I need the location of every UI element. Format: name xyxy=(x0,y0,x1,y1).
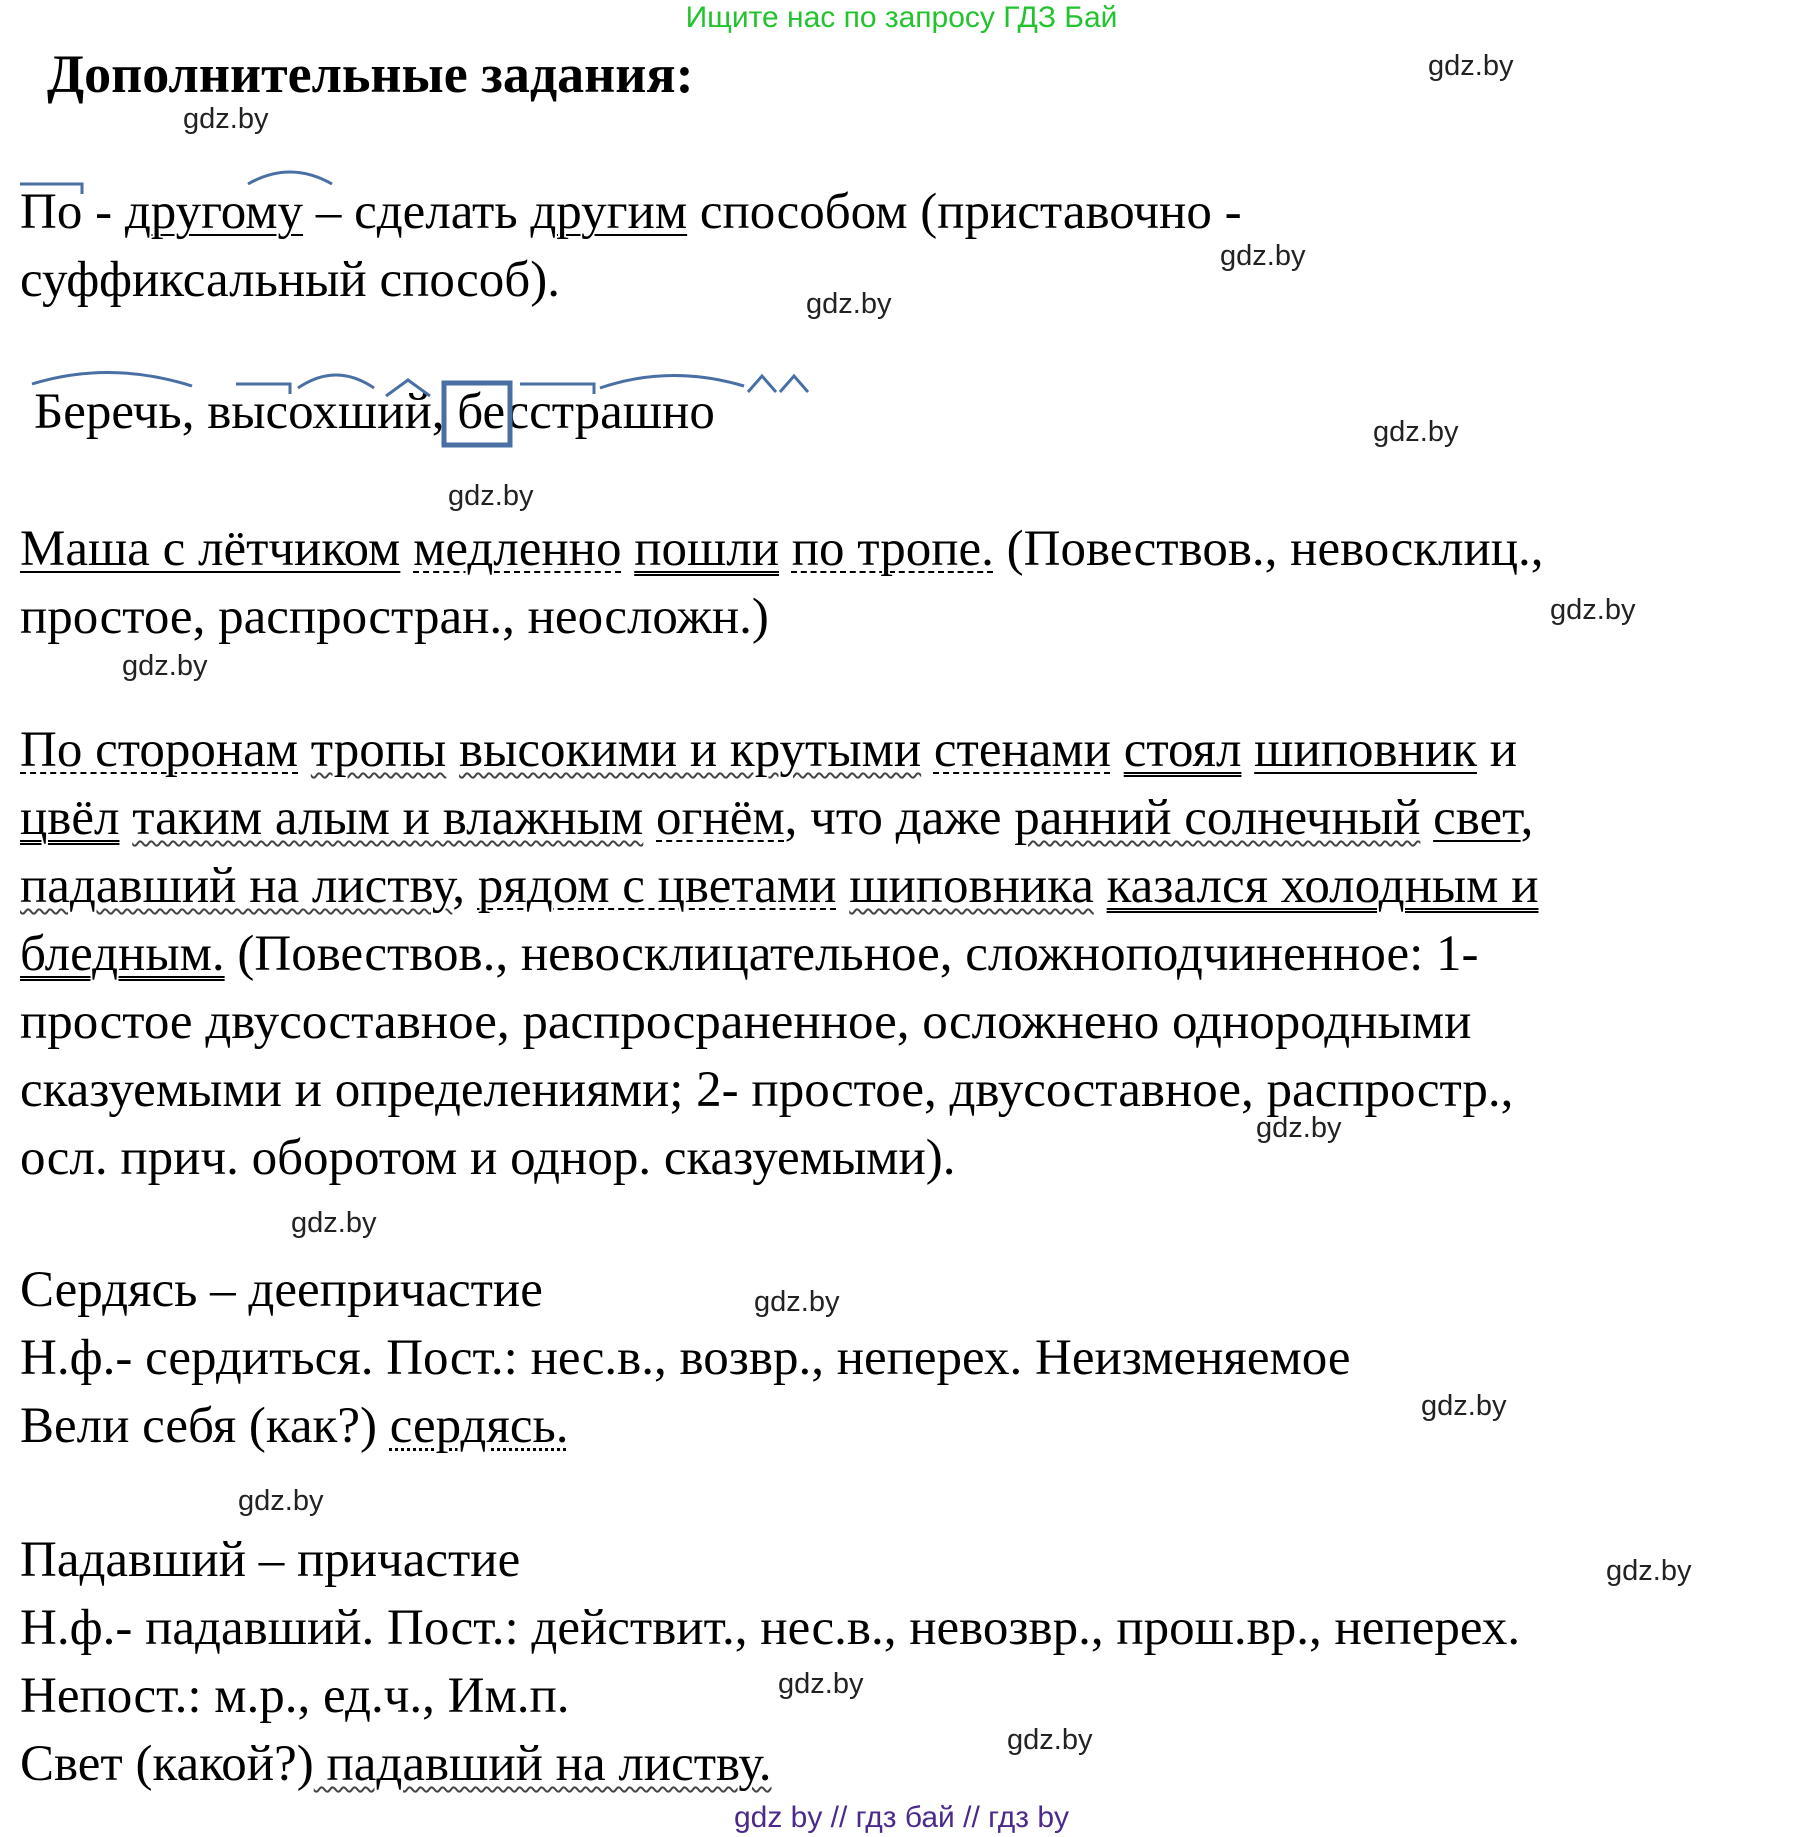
adverbial-word: огнём xyxy=(656,790,785,846)
text-line: простое двусоставное, распросраненное, осложнено однородными xyxy=(20,994,1472,1050)
sentence-analysis-1 xyxy=(20,515,1790,651)
predicate-word: пошли xyxy=(634,521,780,577)
text-fragment: (Повествов., невосклиц., xyxy=(993,521,1544,577)
watermark: gdz.by xyxy=(1550,594,1636,626)
text-fragment: Свет (какой?) xyxy=(20,1736,314,1792)
page-title: Дополнительные задания: xyxy=(47,44,694,104)
root-word: другому xyxy=(124,184,304,240)
text-fragment xyxy=(400,521,413,577)
text-fragment: - xyxy=(82,184,125,240)
text-fragment: Вели себя (как?) xyxy=(20,1398,390,1454)
text-line xyxy=(20,716,1790,784)
watermark: gdz.by xyxy=(1606,1555,1692,1587)
watermark: gdz.by xyxy=(754,1286,840,1318)
word-formation-block xyxy=(20,178,1790,314)
gerund-analysis xyxy=(20,1256,1790,1460)
watermark: gdz.by xyxy=(291,1207,377,1239)
adverbial-word: медленно xyxy=(413,521,622,577)
text-fragment: – сделать xyxy=(303,184,531,240)
predicate-phrase: казался холодным и xyxy=(1106,858,1539,914)
watermark: gdz.by xyxy=(1373,416,1459,448)
watermark: gdz.by xyxy=(806,288,892,320)
text-fragment xyxy=(643,790,656,846)
text-fragment: (Повествов., невосклицательное, сложноподчиненное: 1- xyxy=(224,926,1479,982)
attribute-phrase: высокими и крутыми xyxy=(459,722,922,778)
prefix-word: По xyxy=(20,184,83,240)
text-line: Непост.: м.р., ед.ч., Им.п. xyxy=(20,1668,570,1724)
watermark: gdz.by xyxy=(1428,50,1514,82)
text-fragment xyxy=(298,722,311,778)
predicate-word: стоял xyxy=(1123,722,1242,778)
watermark: gdz.by xyxy=(122,650,208,682)
watermark: gdz.by xyxy=(448,480,534,512)
text-fragment: способом (приставочно - xyxy=(687,184,1242,240)
attribute-word: шиповника xyxy=(849,858,1094,914)
header-ad[interactable]: Ищите нас по запросу ГДЗ Бай xyxy=(685,1,1118,34)
text-line: Падавший – причастие xyxy=(20,1532,521,1588)
text-line: Н.ф.- падавший. Пост.: действит., нес.в., невозвр., прош.вр., неперех. xyxy=(20,1600,1521,1656)
adverbial-phrase: по тропе. xyxy=(791,521,994,577)
text-line xyxy=(20,1730,1790,1798)
text-fragment xyxy=(621,521,634,577)
participial-phrase: падавший на листву xyxy=(20,858,453,914)
adverbial-phrase: По сторонам xyxy=(20,722,299,778)
text-fragment: , xyxy=(1520,790,1534,846)
text-line xyxy=(20,920,1790,988)
text-fragment xyxy=(779,521,792,577)
text-fragment xyxy=(921,722,934,778)
morpheme-block xyxy=(34,378,1803,446)
participle-analysis xyxy=(20,1526,1790,1798)
participial-phrase: падавший на листву. xyxy=(313,1736,772,1792)
watermark: gdz.by xyxy=(238,1485,324,1517)
text-fragment xyxy=(446,722,459,778)
text-line xyxy=(20,784,1790,852)
watermark: gdz.by xyxy=(1421,1390,1507,1422)
text-fragment: , что даже xyxy=(784,790,1015,846)
watermark: gdz.by xyxy=(1007,1724,1093,1756)
watermark: gdz.by xyxy=(183,103,269,135)
text-line: суффиксальный способ). xyxy=(20,252,560,308)
adverbial-phrase: рядом с цветами xyxy=(477,858,837,914)
text-line xyxy=(20,515,1790,583)
text-line: сказуемыми и определениями; 2- простое, двусоставное, распростр., xyxy=(20,1062,1514,1118)
subject-phrase: Маша с лётчиком xyxy=(20,521,401,577)
attribute-word: тропы xyxy=(310,722,447,778)
text-line xyxy=(20,852,1790,920)
text-fragment: и xyxy=(1476,722,1518,778)
watermark: gdz.by xyxy=(1256,1112,1342,1144)
text-line xyxy=(20,178,1790,246)
text-fragment xyxy=(1111,722,1124,778)
text-line: осл. прич. оборотом и однор. сказуемыми). xyxy=(20,1130,956,1186)
text-line: Сердясь – деепричастие xyxy=(20,1262,543,1318)
adverbial-word: стенами xyxy=(933,722,1111,778)
text-fragment xyxy=(1094,858,1107,914)
watermark: gdz.by xyxy=(1220,240,1306,272)
adverbial-word: сердясь. xyxy=(389,1398,569,1454)
text-fragment xyxy=(836,858,849,914)
subject-word: свет xyxy=(1433,790,1521,846)
subject-word: шиповник xyxy=(1254,722,1477,778)
sentence-analysis-2 xyxy=(20,716,1790,1192)
text-line xyxy=(20,1392,1790,1460)
base-word: другим xyxy=(530,184,688,240)
predicate-word: бледным. xyxy=(20,926,225,982)
text-line: простое, распростран., неосложн.) xyxy=(20,589,769,645)
footer-ad[interactable]: gdz by // гдз бай // гдз by xyxy=(733,1801,1070,1834)
text-fragment xyxy=(1241,722,1254,778)
text-fragment xyxy=(119,790,132,846)
text-fragment xyxy=(1420,790,1433,846)
attribute-phrase: ранний солнечный xyxy=(1014,790,1421,846)
morpheme-words: Беречь, высохший, бесстрашно xyxy=(34,384,715,440)
text-fragment: , xyxy=(452,858,478,914)
predicate-word: цвёл xyxy=(20,790,120,846)
attribute-phrase: таким алым и влажным xyxy=(132,790,644,846)
watermark: gdz.by xyxy=(778,1668,864,1700)
text-line: Н.ф.- сердиться. Пост.: нес.в., возвр., неперех. Неизменяемое xyxy=(20,1330,1351,1386)
